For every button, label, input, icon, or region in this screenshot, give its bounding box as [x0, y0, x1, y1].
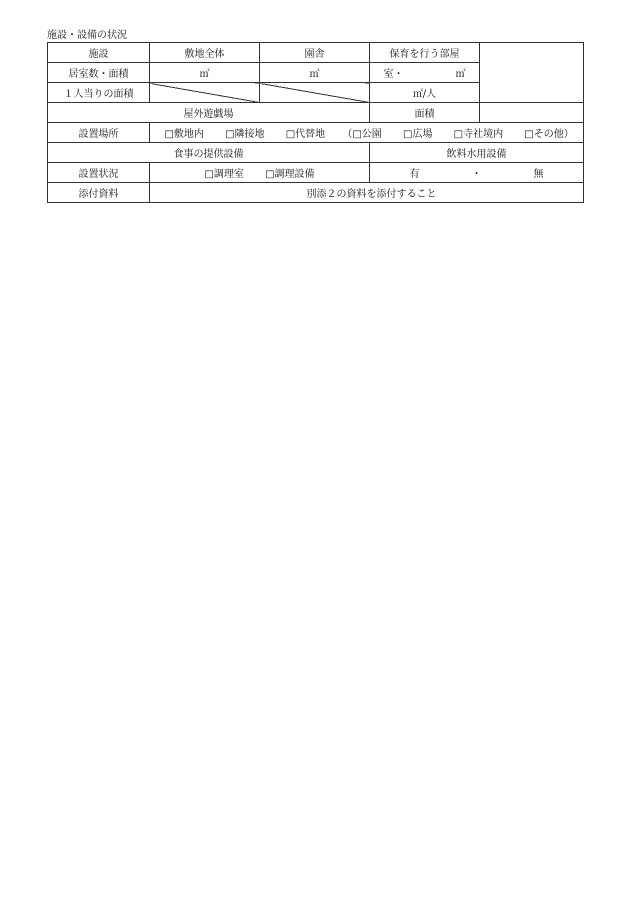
- checkbox-cooking-equipment[interactable]: □調理設備: [265, 169, 315, 180]
- separator-dot: ・: [471, 169, 482, 180]
- checkbox-plaza[interactable]: □広場: [403, 129, 433, 140]
- food-options: [150, 163, 370, 183]
- building-header: 園舎: [260, 43, 370, 63]
- checkbox-on-site[interactable]: □敷地内: [164, 129, 204, 140]
- checkbox-alternative[interactable]: □代替地: [285, 129, 326, 140]
- whole-site-area-field[interactable]: [150, 63, 260, 83]
- diagonal-cell: [150, 83, 260, 103]
- checkbox-other[interactable]: □その他）: [524, 129, 574, 140]
- drink-options: [370, 163, 584, 183]
- food-header-row: [48, 143, 584, 163]
- checkbox-adjacent[interactable]: □隣接地: [225, 129, 265, 140]
- location-row: [48, 123, 584, 143]
- unit-label: ㎡: [199, 69, 210, 80]
- facility-table: [47, 42, 584, 203]
- care-room-area-field[interactable]: [370, 63, 480, 83]
- checkbox-shrine-temple[interactable]: □寺社境内: [453, 129, 504, 140]
- facility-header: 施設: [48, 43, 150, 63]
- diagonal-cell: [260, 83, 370, 103]
- attachment-note: 別添２の資料を添付すること: [306, 189, 437, 200]
- room-count-unit: 室・: [383, 69, 404, 80]
- drink-label: 飲料水用設備: [370, 143, 584, 163]
- playground-area-field[interactable]: [480, 103, 584, 123]
- care-room-header: 保育を行う部屋: [370, 43, 480, 63]
- playground-row: [48, 103, 584, 123]
- food-status-row: [48, 163, 584, 183]
- location-label: 設置場所: [48, 123, 150, 143]
- unit-label: ㎡/人: [412, 89, 437, 100]
- option-no[interactable]: 無: [533, 169, 544, 180]
- building-area-field[interactable]: [260, 63, 370, 83]
- rooms-area-label: 居室数・面積: [48, 63, 150, 83]
- header-row: [48, 43, 584, 63]
- attachment-row: [48, 183, 584, 203]
- per-person-area-field[interactable]: [370, 83, 480, 103]
- blank-cell: [480, 43, 584, 103]
- location-options: [150, 123, 584, 143]
- page-title: 施設・設備の状況: [47, 30, 127, 41]
- checkbox-park[interactable]: （□公園: [342, 129, 382, 140]
- status-label: 設置状況: [48, 163, 150, 183]
- food-label: 食事の提供設備: [48, 143, 370, 163]
- unit-label: ㎡: [455, 69, 466, 80]
- whole-site-header: 敷地全体: [150, 43, 260, 63]
- attachment-label: 添付資料: [48, 183, 150, 203]
- per-person-label: １人当りの面積: [48, 83, 150, 103]
- attachment-text: [150, 183, 584, 203]
- playground-label: 屋外遊戯場: [48, 103, 370, 123]
- checkbox-kitchen[interactable]: □調理室: [204, 169, 244, 180]
- option-yes[interactable]: 有: [409, 169, 420, 180]
- playground-area-label: 面積: [370, 103, 480, 123]
- unit-label: ㎡: [309, 69, 320, 80]
